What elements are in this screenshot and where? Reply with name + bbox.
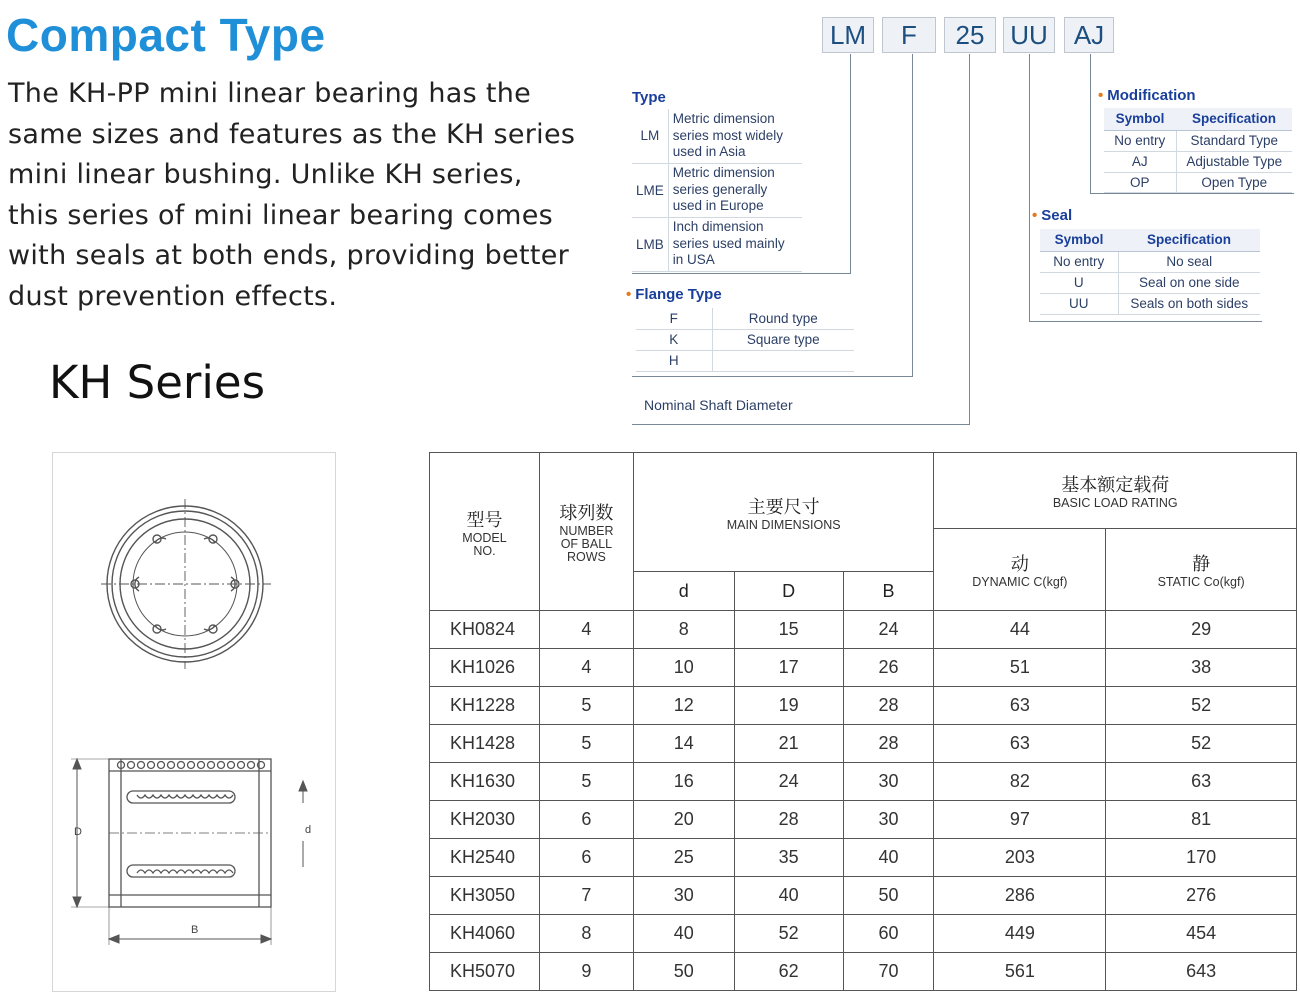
col-main-dim-en: MAIN DIMENSIONS <box>726 517 841 532</box>
model-cell: KH1630 <box>430 763 540 801</box>
connector-line <box>969 54 970 425</box>
col-static-en: STATIC Co(kgf) <box>1157 575 1245 589</box>
dim-label-B: B <box>191 924 199 936</box>
seal-table <box>1040 229 1260 315</box>
seal-row <box>1040 251 1260 272</box>
flange-table <box>636 308 854 372</box>
dim-B-cell: 40 <box>843 839 934 877</box>
intro-line: same sizes and features as the KH series <box>8 118 576 150</box>
type-desc-line: Inch dimension <box>672 219 764 235</box>
dynamic-load-cell: 449 <box>934 915 1106 953</box>
modification-spec: Standard Type <box>1176 130 1292 151</box>
ball-rows-cell: 5 <box>539 725 633 763</box>
type-row <box>632 163 802 217</box>
table-row <box>430 953 1297 991</box>
ball-rows-cell: 5 <box>539 687 633 725</box>
modification-symbol: AJ <box>1104 151 1176 172</box>
side-view <box>109 759 271 907</box>
connector-line <box>912 54 913 377</box>
front-view <box>101 499 271 669</box>
table-row <box>430 763 1297 801</box>
dim-D-cell: 62 <box>734 953 843 991</box>
ball-rows-cell: 4 <box>539 611 633 649</box>
table-row <box>430 839 1297 877</box>
intro-paragraph <box>8 74 613 317</box>
static-load-cell: 29 <box>1106 611 1297 649</box>
model-cell: KH5070 <box>430 953 540 991</box>
type-desc-line: Metric dimension <box>672 165 775 181</box>
model-cell: KH1026 <box>430 649 540 687</box>
dim-D-cell: 28 <box>734 801 843 839</box>
type-desc-line: series used mainly <box>672 235 785 251</box>
col-load-en: BASIC LOAD RATING <box>1052 496 1178 510</box>
seal-spec: Seals on both sides <box>1118 293 1260 314</box>
seal-symbol: No entry <box>1040 251 1118 272</box>
seal-row <box>1040 293 1260 314</box>
model-cell: KH1228 <box>430 687 540 725</box>
modification-spec: Adjustable Type <box>1176 151 1292 172</box>
ball-rows-cell: 5 <box>539 763 633 801</box>
model-cell: KH4060 <box>430 915 540 953</box>
ball-rows-cell: 9 <box>539 953 633 991</box>
code-part-lm: LM <box>822 17 874 53</box>
connector-line <box>632 424 970 425</box>
modification-symbol: OP <box>1104 172 1176 192</box>
col-ball-rows-en: ROWS <box>566 550 606 564</box>
flange-heading: • Flange Type <box>626 286 722 303</box>
dim-d-cell: 16 <box>633 763 734 801</box>
col-model-cn: 型号 <box>466 509 503 531</box>
dim-D-cell: 52 <box>734 915 843 953</box>
dim-B-cell: 28 <box>843 687 934 725</box>
connector-line <box>1090 193 1294 194</box>
dim-d-cell: 12 <box>633 687 734 725</box>
type-heading: Type <box>632 89 666 106</box>
table-row <box>430 649 1297 687</box>
dim-D-cell: 21 <box>734 725 843 763</box>
code-part-modification: AJ <box>1064 17 1114 53</box>
connector-line <box>1029 54 1030 322</box>
static-load-cell: 276 <box>1106 877 1297 915</box>
dim-d-cell: 30 <box>633 877 734 915</box>
type-desc-line: in USA <box>672 252 715 268</box>
bearing-drawing-svg <box>53 453 337 993</box>
col-dynamic <box>934 529 1106 611</box>
flange-symbol: H <box>636 350 712 371</box>
flange-spec: Round type <box>712 308 854 329</box>
dynamic-load-cell: 63 <box>934 687 1106 725</box>
modification-row <box>1104 151 1292 172</box>
dim-B-cell: 24 <box>843 611 934 649</box>
type-desc-line: series generally <box>672 181 768 197</box>
table-row <box>430 915 1297 953</box>
code-part-diameter: 25 <box>944 17 996 53</box>
dim-B-cell: 30 <box>843 801 934 839</box>
dim-B-cell: 60 <box>843 915 934 953</box>
dim-D-cell: 24 <box>734 763 843 801</box>
seal-spec: No seal <box>1118 251 1260 272</box>
dynamic-load-cell: 51 <box>934 649 1106 687</box>
shaft-diameter-label: Nominal Shaft Diameter <box>644 397 793 413</box>
type-desc-line: Metric dimension <box>672 111 775 126</box>
dynamic-load-cell: 97 <box>934 801 1106 839</box>
model-cell: KH0824 <box>430 611 540 649</box>
col-dynamic-en: DYNAMIC C(kgf) <box>972 575 1068 589</box>
table-row <box>430 611 1297 649</box>
static-load-cell: 63 <box>1106 763 1297 801</box>
dim-D-cell: 15 <box>734 611 843 649</box>
static-load-cell: 52 <box>1106 687 1297 725</box>
series-title: KH Series <box>49 356 266 409</box>
bearing-drawing <box>52 452 336 992</box>
intro-line: this series of mini linear bearing comes <box>8 199 554 231</box>
dim-label-d: d <box>305 824 312 836</box>
type-description <box>668 217 802 271</box>
dim-D-cell: 35 <box>734 839 843 877</box>
dynamic-load-cell: 203 <box>934 839 1106 877</box>
intro-line: The KH-PP mini linear bearing has the <box>8 78 532 109</box>
dim-D-cell: 40 <box>734 877 843 915</box>
connector-line <box>1090 54 1091 194</box>
table-row <box>430 877 1297 915</box>
ball-rows-cell: 6 <box>539 801 633 839</box>
table-row <box>430 801 1297 839</box>
intro-line: mini linear bushing. Unlike KH series, <box>8 159 523 190</box>
intro-line: dust prevention effects. <box>8 280 338 312</box>
seal-heading-text: Seal <box>1041 207 1073 224</box>
dynamic-load-cell: 63 <box>934 725 1106 763</box>
dim-d-cell: 14 <box>633 725 734 763</box>
spec-table <box>429 452 1297 991</box>
col-dim-d: d <box>633 572 734 611</box>
table-row <box>430 725 1297 763</box>
seal-col-symbol: Symbol <box>1040 229 1118 251</box>
col-ball-rows <box>539 453 633 611</box>
modification-row <box>1104 172 1292 192</box>
dynamic-load-cell: 286 <box>934 877 1106 915</box>
dynamic-load-cell: 44 <box>934 611 1106 649</box>
dim-d-cell: 40 <box>633 915 734 953</box>
col-static-cn: 静 <box>1192 554 1211 575</box>
col-model-en: MODEL <box>462 530 507 545</box>
seal-symbol: UU <box>1040 293 1118 314</box>
seal-symbol: U <box>1040 272 1118 293</box>
col-dynamic-cn: 动 <box>1010 554 1029 575</box>
col-model <box>430 453 540 611</box>
type-symbol: LMB <box>632 217 668 271</box>
col-main-dimensions <box>633 453 934 572</box>
type-symbol: LM <box>632 109 668 163</box>
ball-rows-cell: 4 <box>539 649 633 687</box>
ball-rows-cell: 8 <box>539 915 633 953</box>
col-ball-rows-cn: 球列数 <box>559 503 614 524</box>
connector-line <box>632 376 913 377</box>
flange-spec <box>712 350 854 371</box>
modification-header-row <box>1104 108 1292 130</box>
type-symbol: LME <box>632 163 668 217</box>
dim-d-cell: 8 <box>633 611 734 649</box>
code-part-flange: F <box>882 17 936 53</box>
dynamic-load-cell: 82 <box>934 763 1106 801</box>
connector-line <box>632 273 851 274</box>
col-main-dim-cn: 主要尺寸 <box>747 496 820 518</box>
flange-row <box>636 329 854 350</box>
col-static <box>1106 529 1297 611</box>
modification-col-spec: Specification <box>1176 108 1292 130</box>
static-load-cell: 52 <box>1106 725 1297 763</box>
page-title: Compact Type <box>6 9 326 61</box>
seal-row <box>1040 272 1260 293</box>
static-load-cell: 81 <box>1106 801 1297 839</box>
dim-d-cell: 20 <box>633 801 734 839</box>
dynamic-load-cell: 561 <box>934 953 1106 991</box>
col-ball-rows-en: OF BALL <box>560 537 613 551</box>
connector-line <box>1029 321 1262 322</box>
type-description <box>668 163 802 217</box>
seal-spec: Seal on one side <box>1118 272 1260 293</box>
modification-col-symbol: Symbol <box>1104 108 1176 130</box>
dim-D-cell: 17 <box>734 649 843 687</box>
flange-symbol: F <box>636 308 712 329</box>
flange-row <box>636 350 854 371</box>
spec-header-row <box>430 453 1297 529</box>
model-cell: KH1428 <box>430 725 540 763</box>
seal-header-row <box>1040 229 1260 251</box>
modification-table <box>1104 108 1292 193</box>
code-part-seal: UU <box>1003 17 1055 53</box>
dim-B-cell: 28 <box>843 725 934 763</box>
dim-B-cell: 26 <box>843 649 934 687</box>
dim-B-cell: 30 <box>843 763 934 801</box>
type-desc-line: used in Europe <box>672 198 764 214</box>
modification-heading: • Modification <box>1098 87 1196 104</box>
intro-line: with seals at both ends, providing better <box>8 240 570 271</box>
type-desc-line: used in Asia <box>672 144 746 159</box>
flange-row <box>636 308 854 329</box>
ball-rows-cell: 6 <box>539 839 633 877</box>
modification-row <box>1104 130 1292 151</box>
model-cell: KH2540 <box>430 839 540 877</box>
col-dim-D: D <box>734 572 843 611</box>
flange-heading-text: Flange Type <box>635 286 722 303</box>
type-description <box>668 109 802 163</box>
dim-d-cell: 50 <box>633 953 734 991</box>
col-load-cn: 基本额定载荷 <box>1061 475 1170 496</box>
dim-d-cell: 10 <box>633 649 734 687</box>
model-cell: KH2030 <box>430 801 540 839</box>
seal-heading: • Seal <box>1032 207 1073 224</box>
col-model-en: NO. <box>473 543 496 558</box>
type-desc-line: series most widely <box>672 127 784 143</box>
dim-B-cell: 50 <box>843 877 934 915</box>
type-row <box>632 217 802 271</box>
col-dim-B: B <box>843 572 934 611</box>
spec-table-body <box>430 611 1297 991</box>
dim-d-cell: 25 <box>633 839 734 877</box>
dim-D-cell: 19 <box>734 687 843 725</box>
seal-col-spec: Specification <box>1118 229 1260 251</box>
modification-symbol: No entry <box>1104 130 1176 151</box>
static-load-cell: 643 <box>1106 953 1297 991</box>
modification-spec: Open Type <box>1176 172 1292 192</box>
static-load-cell: 170 <box>1106 839 1297 877</box>
type-row <box>632 109 802 163</box>
static-load-cell: 38 <box>1106 649 1297 687</box>
flange-spec: Square type <box>712 329 854 350</box>
connector-line <box>850 54 851 274</box>
modification-heading-text: Modification <box>1107 87 1196 104</box>
model-cell: KH3050 <box>430 877 540 915</box>
col-load-rating <box>934 453 1297 529</box>
flange-symbol: K <box>636 329 712 350</box>
dim-B-cell: 70 <box>843 953 934 991</box>
static-load-cell: 454 <box>1106 915 1297 953</box>
table-row <box>430 687 1297 725</box>
dim-label-D: D <box>74 826 82 838</box>
type-table <box>632 109 802 272</box>
ball-rows-cell: 7 <box>539 877 633 915</box>
col-ball-rows-en: NUMBER <box>559 524 614 538</box>
